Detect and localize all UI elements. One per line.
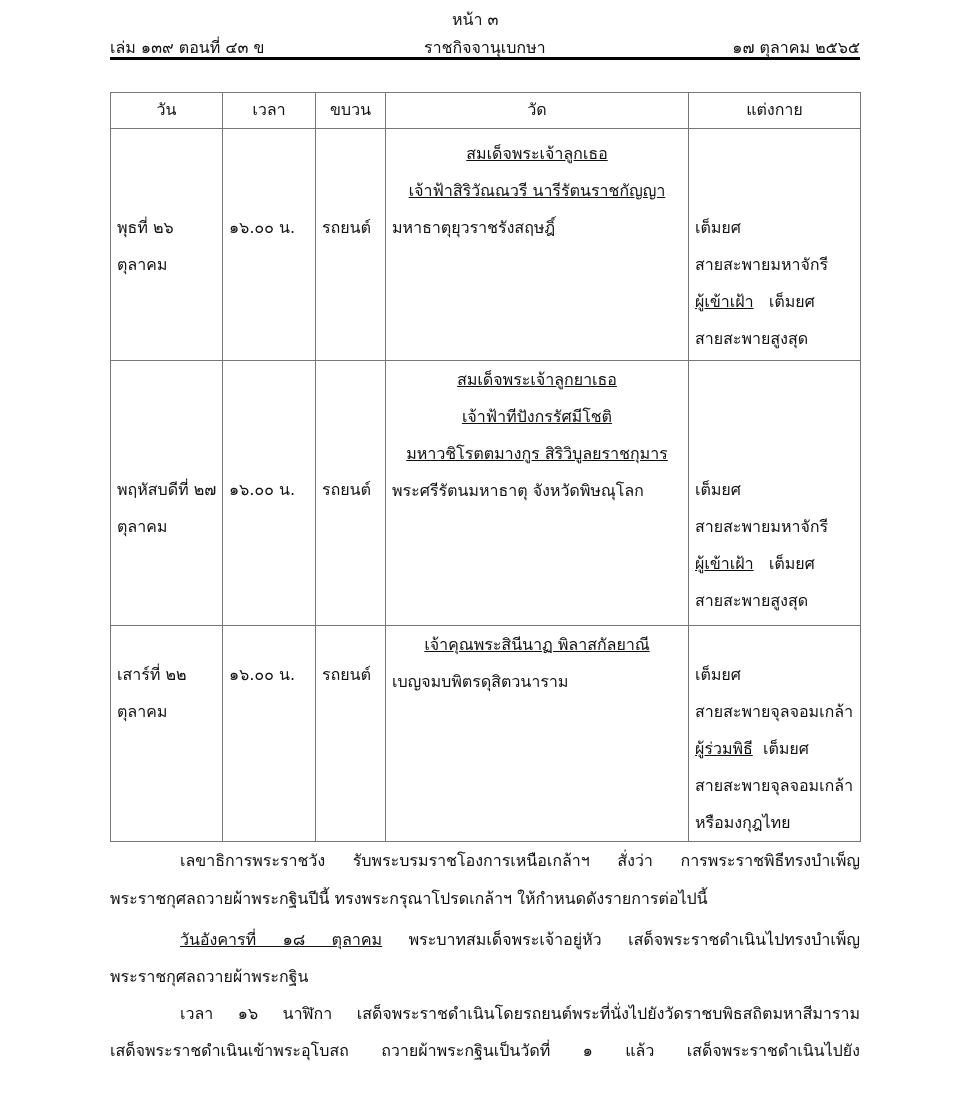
attendee-label: ผู้เข้าเฝ้า	[695, 554, 754, 573]
publication-date: ๑๗ ตุลาคม ๒๕๖๕	[732, 38, 860, 57]
page-number: หน้า ๓	[452, 10, 499, 29]
attendee-label: ผู้ร่วมพิธี	[695, 739, 753, 758]
paragraph-line	[110, 921, 860, 958]
table-row	[111, 361, 861, 626]
attendee-label: ผู้เข้าเฝ้า	[695, 292, 754, 311]
dress: สายสะพายสูงสุด	[695, 329, 809, 348]
wat-name: พระศรีรัตนมหาธาตุ จังหวัดพิษณุโลก	[392, 481, 644, 500]
royal-title: เจ้าฟ้าสิริวัณณวรี นารีรัตนราชกัญญา	[408, 181, 666, 200]
time: ๑๖.๐๐ น.	[229, 480, 296, 499]
day: เสาร์ที่ ๒๒	[117, 665, 187, 684]
dress: สายสะพายมหาจักรี	[695, 255, 829, 274]
month: ตุลาคม	[117, 255, 168, 274]
col-time: เวลา	[223, 93, 316, 129]
schedule-table	[110, 92, 861, 842]
royal-title: มหาวชิโรตตมางกูร สิริวิบูลยราชกุมาร	[406, 444, 668, 463]
publication-title: ราชกิจจานุเบกษา	[424, 38, 546, 57]
procession: รถยนต์	[322, 480, 371, 499]
paragraph-text: พระบาทสมเด็จพระเจ้าอยู่หัว เสด็จพระราชดำเนินไปทรงบำเพ็ญ	[408, 930, 860, 949]
dress: สายสะพายจุลจอมเกล้า	[695, 702, 854, 721]
dress: สายสะพายมหาจักรี	[695, 517, 829, 536]
table-row	[111, 129, 861, 361]
paragraph-line: เวลา ๑๖ นาฬิกา เสด็จพระราชดำเนินโดยรถยนต์พระที่นั่งไปยังวัดราชบพิธสถิตมหาสีมาราม	[180, 1004, 860, 1023]
wat-name: มหาธาตุยุวราชรังสฤษฎิ์	[392, 218, 556, 237]
dress: สายสะพายจุลจอมเกล้า	[695, 776, 854, 795]
royal-title: สมเด็จพระเจ้าลูกยาเธอ	[457, 370, 617, 389]
col-dress: แต่งกาย	[689, 93, 861, 129]
col-day: วัน	[111, 93, 223, 129]
paragraph-line: เลขาธิการพระราชวัง รับพระบรมราชโองการเหนือเกล้าฯ สั่งว่า การพระราชพิธีทรงบำเพ็ญ	[180, 851, 860, 870]
paragraph-line: เสด็จพระราชดำเนินเข้าพระอุโบสถ ถวายผ้าพระกฐินเป็นวัดที่ ๑ แล้ว เสด็จพระราชดำเนินไปยัง	[110, 1041, 860, 1060]
paragraph-line: พระราชกุศลถวายผ้าพระกฐิน	[110, 967, 309, 986]
table-header-row	[111, 93, 861, 129]
table-row	[111, 626, 861, 842]
time: ๑๖.๐๐ น.	[229, 665, 296, 684]
day: พฤหัสบดีที่ ๒๗	[117, 480, 217, 499]
procession: รถยนต์	[322, 218, 371, 237]
event-date: วันอังคารที่ ๑๘ ตุลาคม	[180, 930, 383, 949]
time: ๑๖.๐๐ น.	[229, 218, 296, 237]
day: พุธที่ ๒๖	[117, 218, 174, 237]
month: ตุลาคม	[117, 702, 168, 721]
royal-title: เจ้าคุณพระสินีนาฏ พิลาสกัลยาณี	[424, 635, 650, 654]
procession: รถยนต์	[322, 665, 371, 684]
dress: เต็มยศ	[762, 739, 809, 758]
dress: เต็มยศ	[695, 218, 741, 237]
volume-issue: เล่ม ๑๓๙ ตอนที่ ๔๓ ข	[110, 38, 265, 57]
header-rule	[110, 57, 860, 60]
royal-title: สมเด็จพระเจ้าลูกเธอ	[466, 144, 608, 163]
paragraph-line: พระราชกุศลถวายผ้าพระกฐินปีนี้ ทรงพระกรุณาโปรดเกล้าฯ ให้กำหนดดังรายการต่อไปนี้	[110, 889, 708, 908]
dress: หรือมงกุฎไทย	[695, 813, 791, 832]
month: ตุลาคม	[117, 517, 168, 536]
royal-title: เจ้าฟ้าทีปังกรรัศมีโชติ	[461, 407, 613, 426]
col-procession: ขบวน	[316, 93, 386, 129]
col-wat: วัด	[386, 93, 689, 129]
dress: สายสะพายสูงสุด	[695, 591, 809, 610]
dress: เต็มยศ	[768, 292, 815, 311]
wat-name: เบญจมบพิตรดุสิตวนาราม	[392, 672, 569, 691]
dress: เต็มยศ	[695, 480, 741, 499]
dress: เต็มยศ	[768, 554, 815, 573]
dress: เต็มยศ	[695, 665, 741, 684]
